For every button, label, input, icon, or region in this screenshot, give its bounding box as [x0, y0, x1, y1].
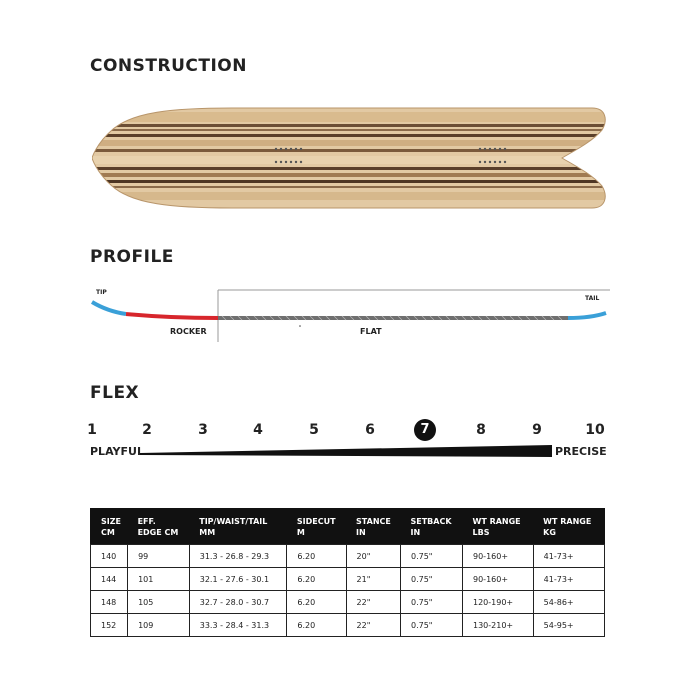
profile-diagram [90, 280, 610, 350]
flex-min-label: PLAYFUL [90, 445, 144, 458]
cell-size: 148 [91, 591, 128, 614]
header-setback: SETBACK IN [400, 509, 462, 545]
specs-table [90, 508, 605, 637]
snowboard-construction-image [92, 100, 608, 216]
cell-tip-waist-tail: 33.3 - 28.4 - 31.3 [189, 614, 287, 637]
cell-sidecut: 6.20 [287, 545, 346, 568]
header-eff-edge: EFF. EDGE CM [128, 509, 190, 545]
cell-stance: 21" [346, 568, 400, 591]
cell-eff-edge: 109 [128, 614, 190, 637]
tip-label: TIP [96, 289, 107, 296]
header-tip-waist-tail: TIP/WAIST/TAIL MM [189, 509, 287, 545]
cell-setback: 0.75" [400, 545, 462, 568]
flex-number: 5 [309, 422, 319, 438]
profile-title: PROFILE [90, 247, 174, 267]
cell-wt-lbs: 130-210+ [463, 614, 534, 637]
cell-eff-edge: 101 [128, 568, 190, 591]
cell-tip-waist-tail: 32.1 - 27.6 - 30.1 [189, 568, 287, 591]
flex-number: 6 [365, 422, 375, 438]
cell-wt-kg: 41-73+ [533, 545, 604, 568]
cell-stance: 22" [346, 591, 400, 614]
flex-number: 3 [198, 422, 208, 438]
rocker-label: ROCKER [170, 327, 207, 336]
cell-stance: 22" [346, 614, 400, 637]
flex-max-label: PRECISE [555, 445, 607, 458]
cell-wt-kg: 54-95+ [533, 614, 604, 637]
cell-tip-waist-tail: 31.3 - 26.8 - 29.3 [189, 545, 287, 568]
cell-eff-edge: 105 [128, 591, 190, 614]
tail-segment [568, 313, 606, 318]
cell-setback: 0.75" [400, 568, 462, 591]
flex-number: 10 [585, 422, 605, 438]
table-row [91, 568, 605, 591]
cell-setback: 0.75" [400, 591, 462, 614]
flex-number: 2 [142, 422, 152, 438]
cell-wt-kg: 41-73+ [533, 568, 604, 591]
cell-tip-waist-tail: 32.7 - 28.0 - 30.7 [189, 591, 287, 614]
cell-sidecut: 6.20 [287, 568, 346, 591]
cell-wt-lbs: 90-160+ [463, 568, 534, 591]
header-wt-range-kg: WT RANGE KG [533, 509, 604, 545]
cell-wt-kg: 54-86+ [533, 591, 604, 614]
cell-size: 152 [91, 614, 128, 637]
flex-number: 9 [532, 422, 542, 438]
construction-title: CONSTRUCTION [90, 56, 247, 76]
specs-header-row [91, 509, 605, 545]
tip-segment [92, 302, 126, 314]
flex-number: 1 [87, 422, 97, 438]
cell-sidecut: 6.20 [287, 591, 346, 614]
table-row [91, 545, 605, 568]
cell-stance: 20" [346, 545, 400, 568]
tail-label: TAIL [585, 295, 600, 302]
rocker-segment [126, 314, 218, 318]
flex-number: 8 [476, 422, 486, 438]
flex-title: FLEX [90, 383, 140, 403]
table-row [91, 591, 605, 614]
flat-label: FLAT [360, 327, 382, 336]
cell-size: 144 [91, 568, 128, 591]
cell-wt-lbs: 90-160+ [463, 545, 534, 568]
table-row [91, 614, 605, 637]
flex-number: 4 [253, 422, 263, 438]
header-stance: STANCE IN [346, 509, 400, 545]
header-wt-range-lbs: WT RANGE LBS [463, 509, 534, 545]
header-sidecut: SIDECUT M [287, 509, 346, 545]
flex-number-selected: 7 [414, 419, 436, 441]
cell-size: 140 [91, 545, 128, 568]
cell-eff-edge: 99 [128, 545, 190, 568]
cell-wt-lbs: 120-190+ [463, 591, 534, 614]
cell-sidecut: 6.20 [287, 614, 346, 637]
flex-wedge-bar [140, 443, 560, 459]
header-size: SIZE CM [91, 509, 128, 545]
cell-setback: 0.75" [400, 614, 462, 637]
